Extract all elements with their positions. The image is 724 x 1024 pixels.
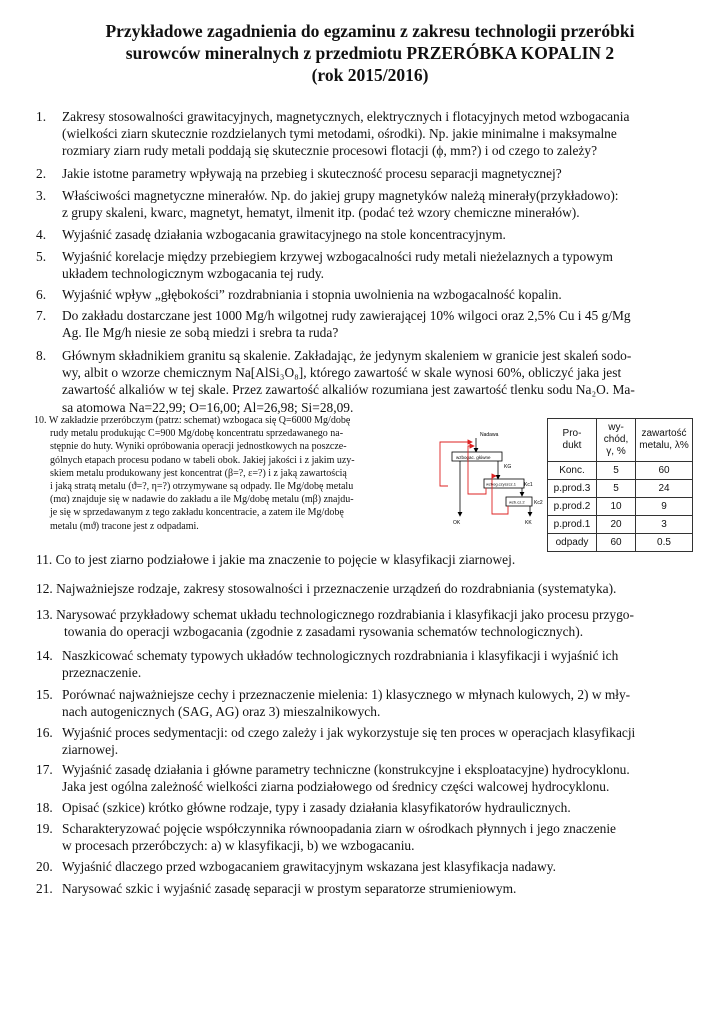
table-cell: 5 [597,480,636,498]
question-11 [36,551,702,568]
question-line: skiem metalu produkowany jest koncentrat (β=?, ε=?) i z jaką zawartością [50,467,347,479]
question-line: wy, albit o wzorze chemicznym Na[AlSi₃O₈], którego zawartość w skale wynosi 60%, obliczyć jaka jest [62,365,622,381]
question-line: zawartość alkaliów w tej skale. Przez zawartość alkaliów rozumiana jest zawartość tlenku sodu Na₂O. Ma- [62,382,635,398]
table-row [548,534,693,552]
table-header-cell: wy- chód, γ, % [597,419,636,462]
question-number: 1. [36,109,47,124]
question-line: je się w sprzedawanym z tego zakładu koncentracie, a zatem ile Mg/dobę [50,507,344,519]
page-title [40,20,700,86]
question-line: Co to jest ziarno podziałowe i jakie ma znaczenie to pojęcie w klasyfikacji ziarnowej. [55,552,516,567]
question-line: Właściwości magnetyczne minerałów. Np. do jakiej grupy magnetyków należą minerały(przykładowo): [62,188,619,203]
question-line: stępnie do huty. Wyniki opróbowania operacji jednostkowych na poszcze- [50,441,347,453]
table-cell: Konc. [548,462,597,480]
question-number: 2. [36,166,47,181]
question-line: Wyjaśnić wpływ „głębokości” rozdrabniania i stopnia uwolnienia na wzbogacalność kopalin. [62,287,562,302]
question-line: Do zakładu dostarczane jest 1000 Mg/h wilgotnej rudy zawierającej 10% wilgoci oraz 2,5% Cu i 45 g/Mg [62,308,631,323]
table-cell: 9 [636,498,693,516]
question-12 [36,580,702,597]
table-cell: 20 [597,516,636,534]
question-line: Narysować przykładowy schemat układu technologicznego rozdrabiania i klasyfikacji jako procesu przygo- [56,607,634,622]
question-3 [36,187,702,221]
scheme-label-kc1: Kc1 [524,482,533,488]
table-cell: 3 [636,516,693,534]
question-line: Porównać najważniejsze cechy i przeznaczenie mielenia: 1) klasycznego w młynach kulowych, 2) w mły- [62,687,631,702]
question-line: w procesach przeróbczych: a) w klasyfikacji, b) we wzbogacaniu. [62,838,415,854]
scheme-label-kc2: Kc2 [534,500,543,506]
question-line: Naszkicować schematy typowych układów technologicznych rozdrabniania i klasyfikacji i wyjaśnić ich [62,648,619,663]
question-number: 4. [36,227,47,242]
title-line-2: surowców mineralnych z przedmiotu PRZERÓBKA KOPALIN 2 [125,43,615,63]
table-row [548,498,693,516]
table-cell: 60 [636,462,693,480]
question-number: 11. [36,552,53,567]
question-8 [36,347,702,416]
question-line: z grupy skaleni, kwarc, magnetyt, hematyt, ilmenit itp. (podać też wzory chemiczne minerałów). [62,205,580,221]
title-line-3: (rok 2015/2016) [311,65,429,85]
question-number: 8. [36,348,47,363]
question-number: 6. [36,287,47,302]
scheme-recycle-arrow [440,442,472,486]
table-cell: p.prod.3 [548,480,597,498]
question-5 [36,248,702,282]
scheme-unit-clean1-label: wzbog.czyszcz.1 [486,481,517,487]
question-line: Opisać (szkice) krótko główne rodzaje, typy i zasady działania klasyfikatorów hydraulicznych. [62,800,571,815]
question-line: przeznaczenie. [62,665,142,681]
question-line: Ag. Ile Mg/h niesie ze sobą miedzi i srebra ta ruda? [62,325,339,341]
question-18 [36,799,702,816]
table-cell: p.prod.1 [548,516,597,534]
question-line: Scharakteryzować pojęcie współczynnika równoopadania ziarn w ośrodkach płynnych i jego znaczenie [62,821,616,836]
question-line: metalu (mϑ) tracone jest z odpadami. [50,520,199,532]
question-17 [36,761,702,795]
question-number: 10. [34,415,47,426]
question-line: ziarnowej. [62,742,119,758]
question-19 [36,820,702,854]
product-table [547,418,693,552]
question-2 [36,165,702,182]
question-number: 19. [36,821,53,836]
question-line: gólnych etapach procesu podano w tabeli obok. Jakiej jakości i z jakim uzy- [50,454,355,466]
scheme-label-kg: KG [504,464,512,470]
table-cell: 24 [636,480,693,498]
table-cell: 0.5 [636,534,693,552]
question-4 [36,226,702,243]
question-line: Wyjaśnić dlaczego przed wzbogacaniem grawitacyjnym wskazana jest klasyfikacja nadawy. [62,859,556,874]
question-7 [36,307,702,341]
question-14 [36,647,702,681]
question-line: (wielkości ziarn skutecznie rozdzielanych tymi metodami, ośrodki). Np. jakie minimalne i maksymalne [62,126,617,142]
question-6 [36,286,702,303]
scheme-label-ok: OK [453,520,461,526]
question-number: 16. [36,725,53,740]
process-scheme-diagram [428,428,546,528]
question-number: 7. [36,308,47,323]
question-line: Najważniejsze rodzaje, zakresy stosowalności i przeznaczenie urządzeń do rozdrabniania (systematyka). [56,581,617,596]
question-21 [36,880,702,897]
question-number: 5. [36,249,47,264]
scheme-label-kk: KK [525,520,532,526]
question-number: 17. [36,762,53,777]
question-1 [36,108,702,160]
question-line: Głównym składnikiem granitu są skalenie. Zakładając, że jedynym skaleniem w granicie jest skaleń sodo- [62,348,632,363]
scheme-unit-clean2-label: wzb.cz.2 [509,499,525,505]
question-line: nach autogenicznych (SAG, AG) oraz 3) mieszalnikowych. [62,704,381,720]
question-line: Wyjaśnić zasadę działania i główne parametry techniczne (konstrukcyjne i eksploatacyjne) hydrocyklonu. [62,762,630,777]
question-line: Wyjaśnić korelacje między przebiegiem krzywej wzbogacalności rudy metali nieżelaznych a typowym [62,249,613,264]
title-line-1: Przykładowe zagadnienia do egzaminu z zakresu technologii przeróbki [105,21,635,41]
question-number: 14. [36,648,53,663]
table-cell: 10 [597,498,636,516]
question-line: W zakładzie przeróbczym (patrz: schemat) wzbogaca się Q=6000 Mg/dobę [48,415,351,426]
table-row [548,462,693,480]
question-line: Jakie istotne parametry wpływają na przebieg i skuteczność procesu separacji magnetycznej? [62,166,562,181]
question-number: 13. [36,607,53,622]
question-line: układem technologicznym wzbogacania tej rudy. [62,266,325,282]
question-line: Jaka jest ogólna zależność wielkości ziarna podziałowego od średnicy części walcowej hydrocyklonu. [62,779,610,795]
question-number: 18. [36,800,53,815]
question-number: 20. [36,859,53,874]
question-line: sa atomowa Na=22,99; O=16,00; Al=26,98; Si=28,09. [62,399,354,415]
question-20 [36,858,702,875]
table-header-cell: zawartość metalu, λ% [636,419,693,462]
table-row [548,516,693,534]
scheme-unit-main-label: wzbogac. główne [456,455,491,460]
question-13 [36,606,702,640]
question-line: Wyjaśnić proces sedymentacji: od czego zależy i jak wykorzystuje się ten proces w operacjach klasyfikacji [62,725,636,740]
table-cell: odpady [548,534,597,552]
question-line: i jaką stratą metalu (ϑ=?, η=?) otrzymywane są odpady. Ile Mg/dobę metalu [50,481,354,493]
table-header-row [548,419,693,462]
question-line: Zakresy stosowalności grawitacyjnych, magnetycznych, elektrycznych i flotacyjnych metod wzbogacania [62,109,630,124]
question-line: (mα) znajduje się w nadawie do zakładu a ile Mg/dobę metalu (mβ) znajdu- [50,494,354,506]
question-number: 15. [36,687,53,702]
table-cell: 5 [597,462,636,480]
question-number: 3. [36,188,47,203]
question-10 [34,414,424,533]
question-line: rudy metalu produkując C=900 Mg/dobę koncentratu sprzedawanego na- [50,428,344,440]
table-cell: p.prod.2 [548,498,597,516]
table-row [548,480,693,498]
question-number: 21. [36,881,53,896]
question-16 [36,724,702,758]
question-line: towania do operacji wzbogacania (zgodnie z zasadami rysowania schematów technologicznych). [64,624,584,640]
question-number: 12. [36,581,53,596]
table-header-cell: Pro- dukt [548,419,597,462]
question-line: rozmiary ziarn rudy metali poddają się skutecznie procesowi flotacji (ϕ, mm?) i od czego to zależy? [62,143,598,159]
question-line: Narysować szkic i wyjaśnić zasadę separacji w prostym separatorze strumieniowym. [62,881,517,896]
scheme-label-feed: Nadawa [480,432,499,438]
question-15 [36,686,702,720]
table-cell: 60 [597,534,636,552]
question-line: Wyjaśnić zasadę działania wzbogacania grawitacyjnego na stole koncentracyjnym. [62,227,506,242]
